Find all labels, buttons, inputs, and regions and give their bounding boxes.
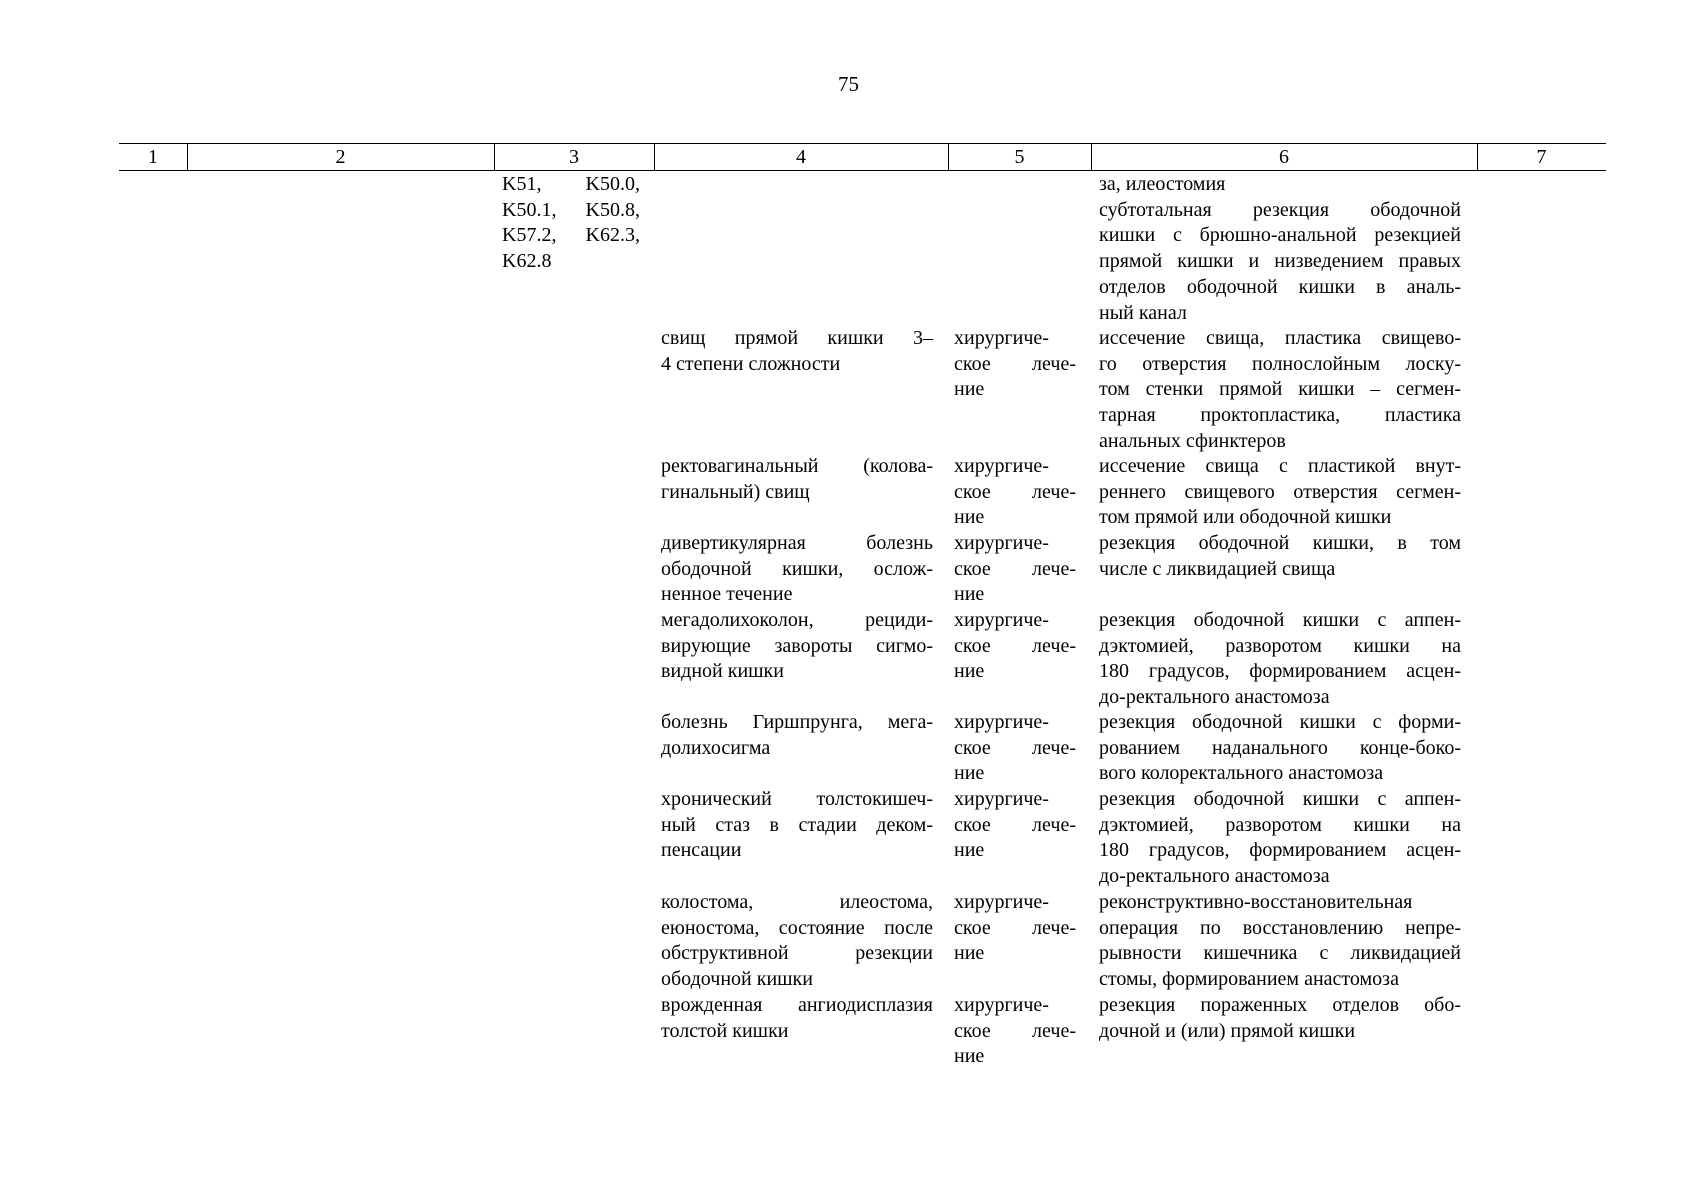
- method-line: том стенки прямой кишки – сегмен-: [1099, 378, 1461, 401]
- diagnosis-line: свищ прямой кишки 3–: [661, 327, 933, 349]
- method-cell: [1099, 454, 1461, 531]
- method-line: вого колоректального анастомоза: [1099, 762, 1384, 785]
- diagnosis-line: видной кишки: [661, 660, 784, 683]
- treatment-cell: [954, 787, 1076, 864]
- treatment-line: ние: [954, 762, 985, 785]
- diagnosis-line: ободочной кишки: [661, 968, 813, 991]
- method-line: дэктомией, разворотом кишки на: [1099, 813, 1461, 836]
- icd-codes-cell: [502, 172, 640, 275]
- method-line: дочной и (или) прямой кишки: [1099, 1019, 1356, 1042]
- method-line: резекция ободочной кишки с форми-: [1099, 711, 1461, 733]
- method-line: резекция ободочной кишки с аппен-: [1099, 788, 1461, 810]
- diagnosis-line: пенсации: [661, 839, 742, 862]
- method-line: 180 градусов, формированием асцен-: [1099, 839, 1461, 862]
- treatment-line: хирургиче-: [954, 788, 1049, 810]
- diagnosis-line: мегадолихоколон, рециди-: [661, 609, 933, 631]
- treatment-cell: [954, 326, 1076, 403]
- diagnosis-line: еюностома, состояние после: [661, 916, 933, 939]
- treatment-line: ское лече-: [954, 736, 1076, 759]
- treatment-cell: [954, 993, 1076, 1070]
- method-line: отделов ободочной кишки в аналь-: [1099, 275, 1461, 298]
- diagnosis-line: дивертикулярная болезнь: [661, 532, 933, 554]
- diagnosis-line: ободочной кишки, ослож-: [661, 557, 933, 580]
- treatment-cell: [954, 608, 1076, 685]
- treatment-line: ние: [954, 378, 985, 401]
- diagnosis-line: хронический толстокишеч-: [661, 788, 933, 810]
- treatment-line: хирургиче-: [954, 327, 1049, 349]
- method-line: стомы, формированием анастомоза: [1099, 968, 1399, 991]
- diagnosis-line: гинальный) свищ: [661, 480, 810, 503]
- diagnosis-line: вирующие завороты сигмо-: [661, 634, 933, 657]
- header-cell-3: 3: [569, 146, 579, 168]
- diagnosis-cell: [661, 993, 933, 1044]
- method-line: резекция ободочной кишки, в том: [1099, 532, 1461, 554]
- treatment-line: хирургиче-: [954, 994, 1049, 1016]
- method-cell: [1099, 993, 1461, 1044]
- treatment-line: хирургиче-: [954, 891, 1049, 913]
- treatment-line: ское лече-: [954, 916, 1076, 939]
- method-cell: [1099, 531, 1461, 582]
- treatment-line: ние: [954, 1045, 985, 1068]
- method-line: прямой кишки и низведением правых: [1099, 250, 1461, 273]
- method-cell: [1099, 710, 1461, 787]
- treatment-line: ние: [954, 660, 985, 683]
- diagnosis-line: болезнь Гиршпрунга, мега-: [661, 711, 933, 733]
- treatment-line: ское лече-: [954, 813, 1076, 836]
- method-line: рывности кишечника с ликвидацией: [1099, 942, 1461, 965]
- header-cell-5: 5: [1014, 146, 1025, 168]
- treatment-line: ние: [954, 583, 985, 606]
- method-cell: [1099, 326, 1461, 455]
- method-line: го отверстия полнослойным лоску-: [1099, 352, 1461, 375]
- diagnosis-line: 4 степени сложности: [661, 352, 841, 375]
- treatment-line: ние: [954, 839, 985, 862]
- diagnosis-line: обструктивной резекции: [661, 942, 933, 965]
- method-line: иссечение свища, пластика свищево-: [1099, 327, 1461, 349]
- method-line: 180 градусов, формированием асцен-: [1099, 660, 1461, 683]
- header-cell-6: 6: [1279, 146, 1289, 168]
- code-line: K57.2, K62.3,: [502, 224, 640, 247]
- diagnosis-line: долихосигма: [661, 736, 771, 759]
- diagnosis-line: врожденная ангиодисплазия: [661, 994, 933, 1016]
- treatment-cell: [954, 454, 1076, 531]
- method-line: до-ректального анастомоза: [1099, 686, 1330, 709]
- treatment-line: хирургиче-: [954, 532, 1049, 554]
- method-line: резекция пораженных отделов обо-: [1099, 994, 1461, 1016]
- diagnosis-cell: [661, 890, 933, 993]
- diagnosis-cell: [661, 608, 933, 685]
- method-line: кишки с брюшно-анальной резекцией: [1099, 224, 1461, 247]
- method-line: операция по восстановлению непре-: [1099, 916, 1461, 939]
- diagnosis-cell: [661, 787, 933, 864]
- method-line: том прямой или ободочной кишки: [1099, 506, 1392, 529]
- treatment-line: ское лече-: [954, 557, 1076, 580]
- diagnosis-cell: [661, 326, 933, 377]
- method-line: субтотальная резекция ободочной: [1099, 198, 1461, 221]
- method-cell: [1099, 890, 1461, 993]
- header-cell-1: 1: [148, 146, 158, 168]
- code-line: K50.1, K50.8,: [502, 198, 640, 221]
- method-line: за, илеостомия: [1099, 173, 1226, 195]
- treatment-line: ское лече-: [954, 480, 1076, 503]
- diagnosis-line: толстой кишки: [661, 1019, 789, 1042]
- method-line: резекция ободочной кишки с аппен-: [1099, 609, 1461, 631]
- treatment-line: ние: [954, 942, 985, 965]
- diagnosis-line: ректовагинальный (колова-: [661, 455, 933, 477]
- method-continuation-cell: [1099, 172, 1461, 326]
- code-line: K51, K50.0,: [502, 173, 640, 195]
- method-line: до-ректального анастомоза: [1099, 865, 1330, 888]
- diagnosis-cell: [661, 454, 933, 505]
- method-line: рованием наданального конце-боко-: [1099, 736, 1461, 759]
- diagnosis-cell: [661, 531, 933, 608]
- method-line: тарная проктопластика, пластика: [1099, 404, 1461, 427]
- treatment-line: хирургиче-: [954, 455, 1049, 477]
- header-cell-2: 2: [335, 146, 346, 168]
- header-cell-7: 7: [1536, 146, 1547, 168]
- method-line: анальных сфинктеров: [1099, 429, 1286, 452]
- method-line: реконструктивно-восстановительная: [1099, 891, 1413, 913]
- treatment-cell: [954, 531, 1076, 608]
- treatment-line: хирургиче-: [954, 609, 1049, 631]
- treatment-line: ское лече-: [954, 634, 1076, 657]
- method-line: ный канал: [1099, 301, 1187, 324]
- page-number: 75: [838, 72, 859, 96]
- diagnosis-line: ненное течение: [661, 583, 793, 606]
- method-line: дэктомией, разворотом кишки на: [1099, 634, 1461, 657]
- header-cell-4: 4: [796, 146, 806, 168]
- treatment-cell: [954, 710, 1076, 787]
- treatment-cell: [954, 890, 1076, 967]
- diagnosis-line: ный стаз в стадии деком-: [661, 813, 933, 836]
- code-line: K62.8: [502, 250, 552, 273]
- treatment-line: ское лече-: [954, 352, 1076, 375]
- method-line: иссечение свища с пластикой внут-: [1099, 455, 1461, 477]
- treatment-line: хирургиче-: [954, 711, 1049, 733]
- method-line: числе с ликвидацией свища: [1099, 557, 1336, 580]
- method-cell: [1099, 608, 1461, 711]
- table-header-row: [119, 143, 1606, 171]
- diagnosis-cell: [661, 710, 933, 761]
- treatment-line: ское лече-: [954, 1019, 1076, 1042]
- method-line: реннего свищевого отверстия сегмен-: [1099, 480, 1461, 503]
- treatment-line: ние: [954, 506, 985, 529]
- method-cell: [1099, 787, 1461, 890]
- diagnosis-line: колостома, илеостома,: [661, 891, 933, 913]
